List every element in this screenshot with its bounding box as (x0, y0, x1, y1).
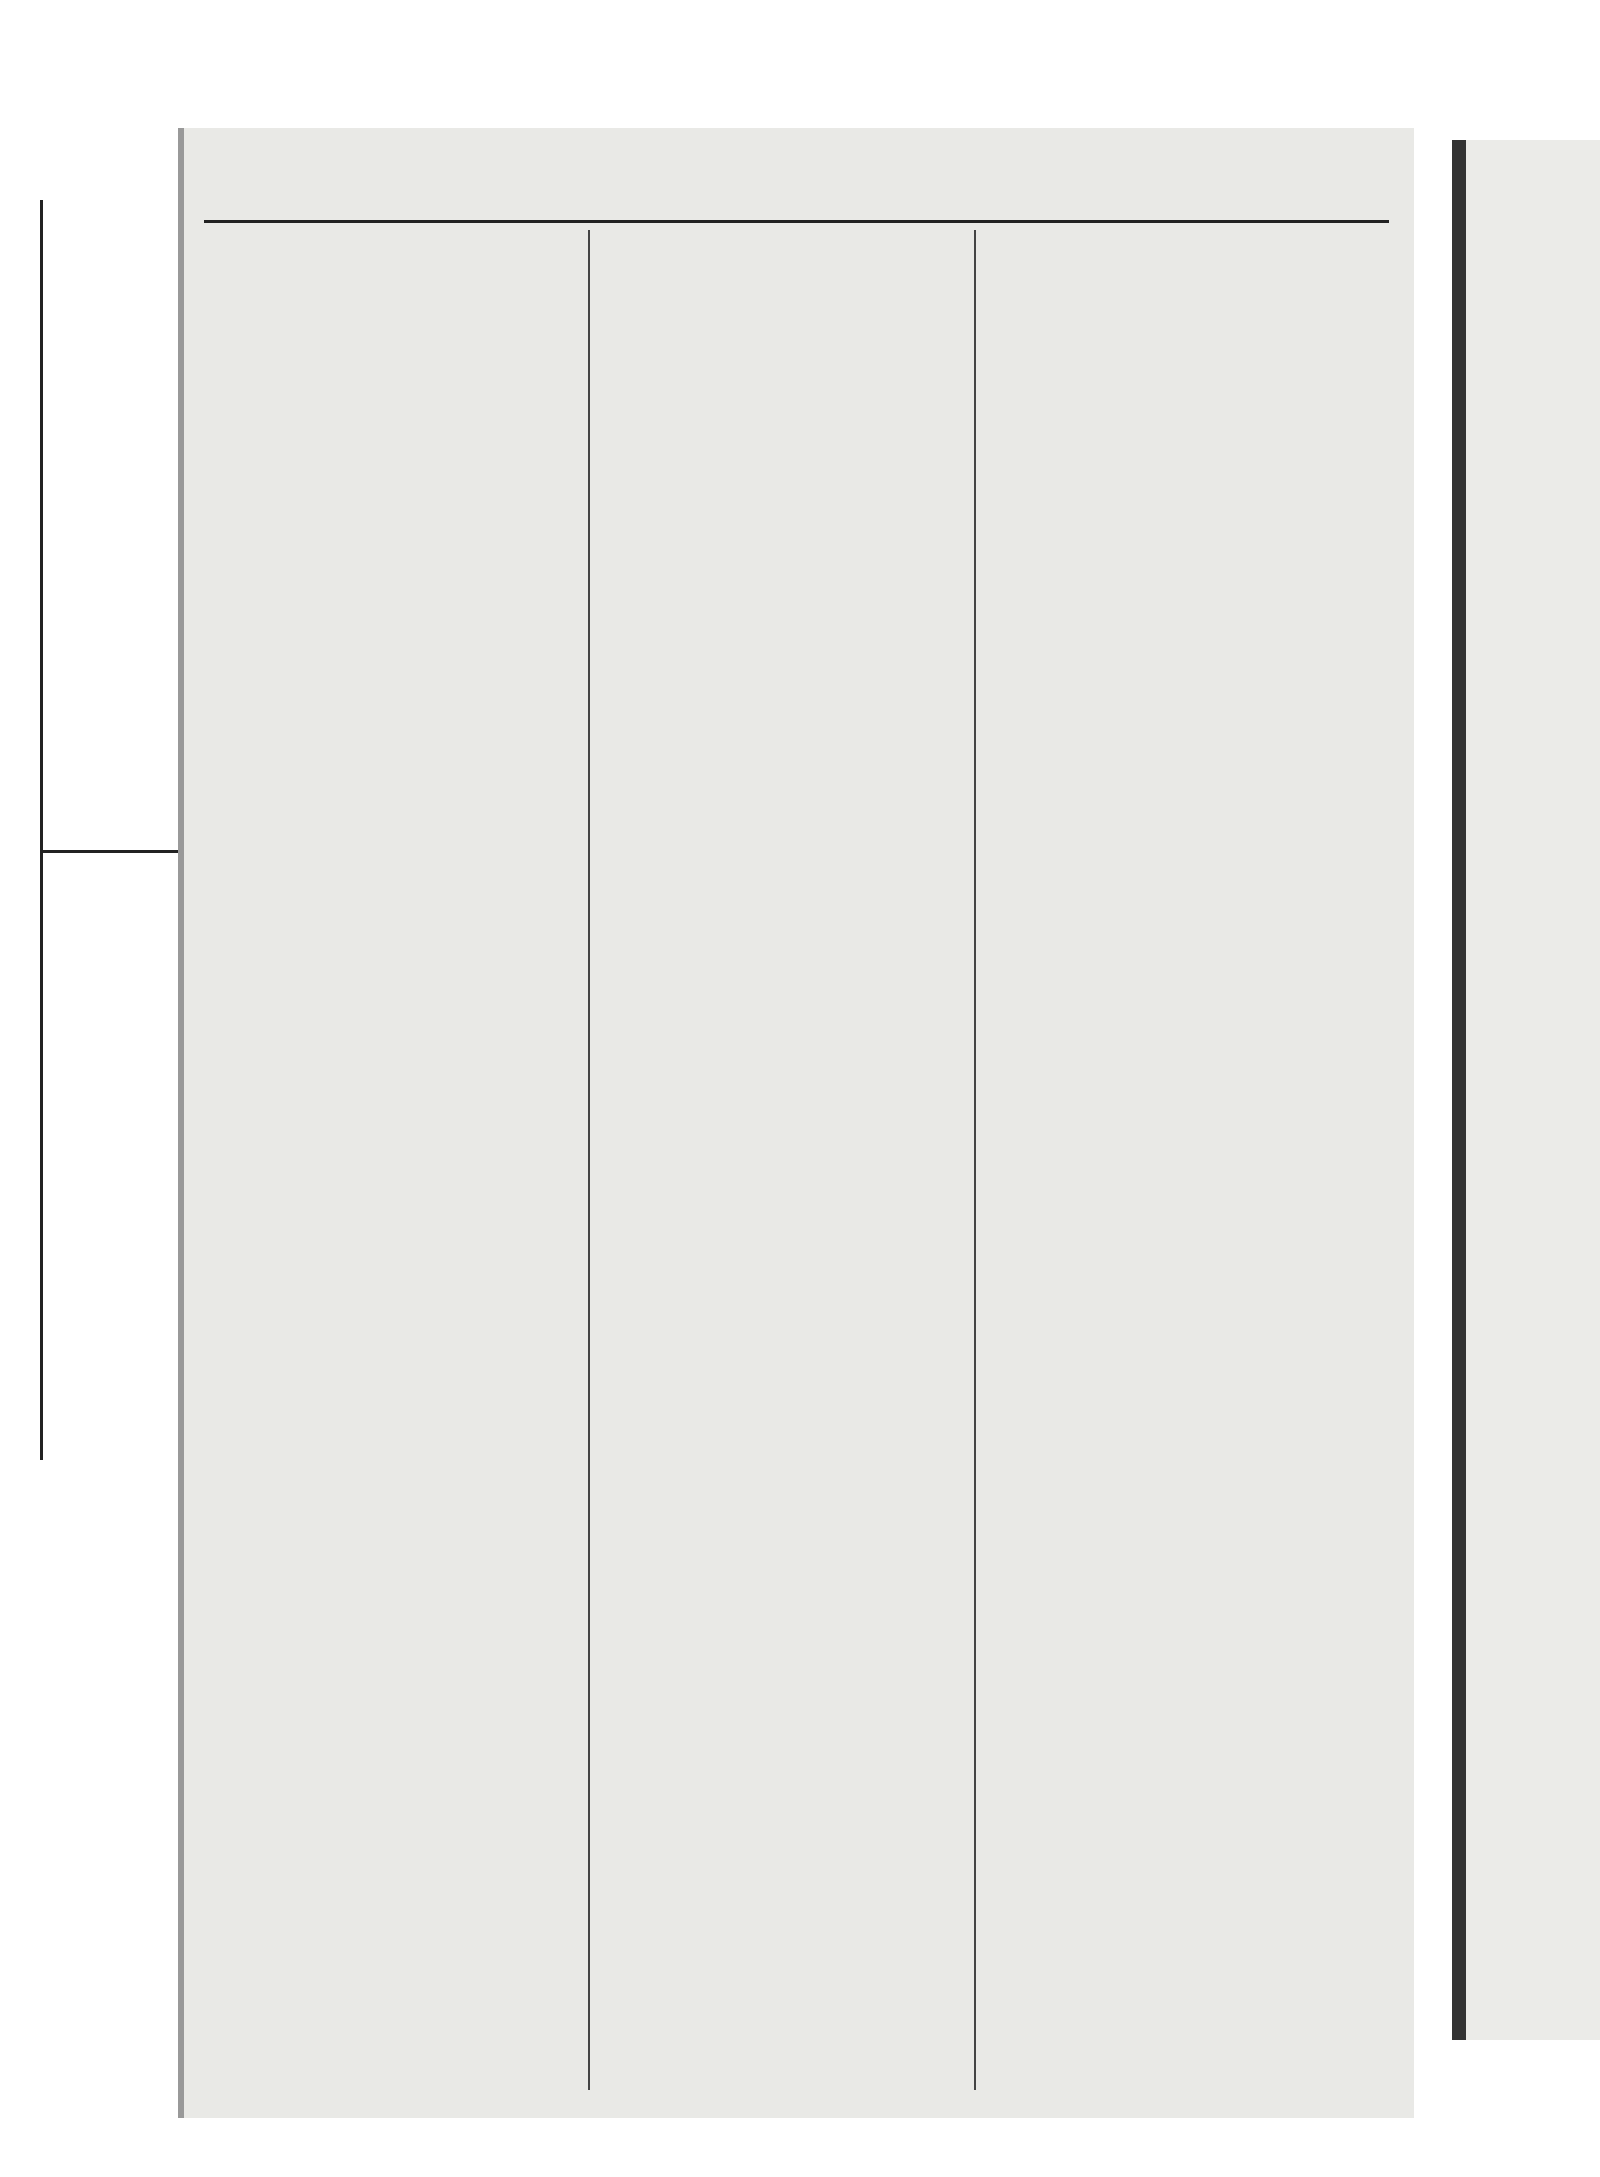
column-1 (202, 230, 580, 2090)
directory-page (178, 128, 1414, 2118)
column-2 (588, 230, 968, 2090)
bleed-through-label (43, 200, 178, 840)
page-header (204, 168, 1389, 218)
soiled-document-label (43, 850, 178, 1463)
column-3 (974, 230, 1362, 2090)
facing-page-fragment (1452, 140, 1600, 2040)
header-rule (204, 220, 1389, 223)
scan-quality-stamp (40, 200, 181, 1460)
